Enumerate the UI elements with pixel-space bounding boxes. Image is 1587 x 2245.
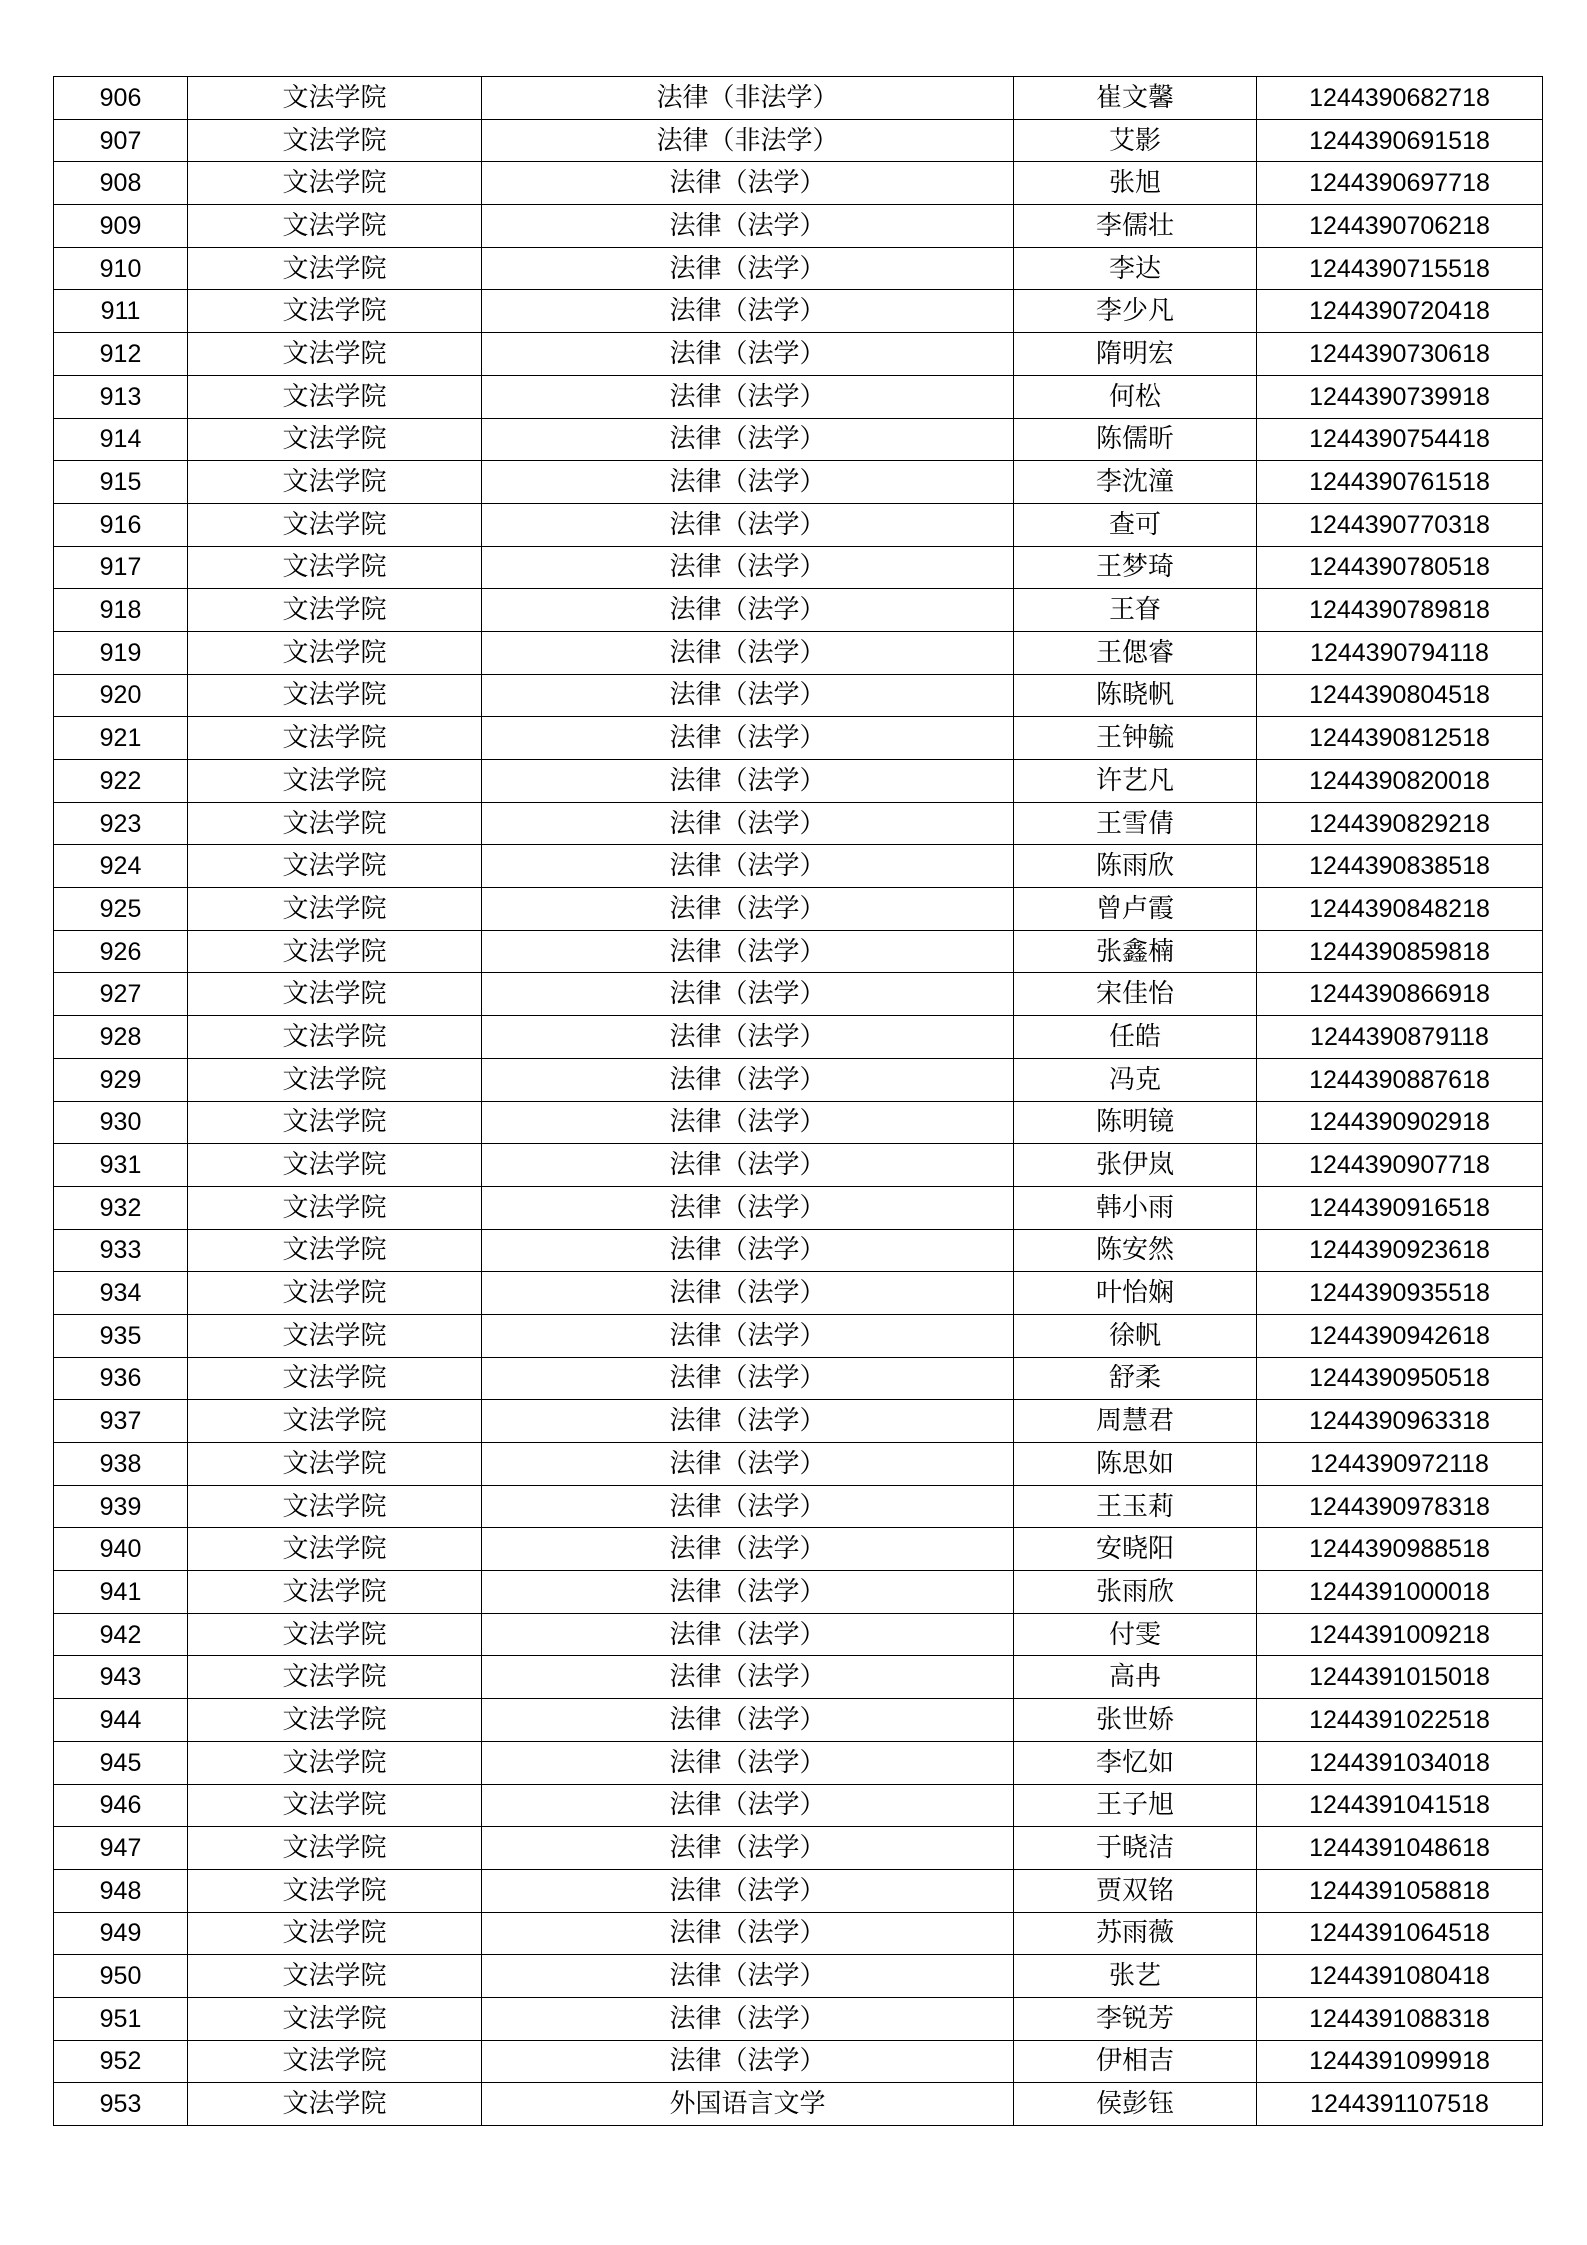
table-row (54, 503, 1543, 546)
student-name-cell: 于晓洁 (1014, 1827, 1257, 1870)
candidate-id-cell: 1244390838518 (1257, 845, 1543, 888)
candidate-id-cell: 1244390754418 (1257, 418, 1543, 461)
student-name-cell: 伊相吉 (1014, 2040, 1257, 2083)
student-name-cell: 叶怡娴 (1014, 1272, 1257, 1315)
candidate-id-cell: 1244390761518 (1257, 461, 1543, 504)
table-row (54, 1997, 1543, 2040)
row-number-cell: 914 (54, 418, 188, 461)
major-cell: 法律（法学） (482, 1656, 1014, 1699)
major-cell: 法律（法学） (482, 888, 1014, 931)
row-number-cell: 948 (54, 1869, 188, 1912)
row-number-cell: 919 (54, 631, 188, 674)
major-cell: 法律（法学） (482, 1784, 1014, 1827)
row-number-cell: 933 (54, 1229, 188, 1272)
candidate-id-cell: 1244390887618 (1257, 1058, 1543, 1101)
student-name-cell: 何松 (1014, 375, 1257, 418)
student-name-cell: 陈晓帆 (1014, 674, 1257, 717)
row-number-cell: 946 (54, 1784, 188, 1827)
row-number-cell: 932 (54, 1186, 188, 1229)
row-number-cell: 949 (54, 1912, 188, 1955)
college-cell: 文法学院 (188, 546, 482, 589)
major-cell: 法律（法学） (482, 2040, 1014, 2083)
candidate-id-cell: 1244390859818 (1257, 930, 1543, 973)
major-cell: 法律（法学） (482, 930, 1014, 973)
table-row (54, 1699, 1543, 1742)
table-row (54, 2040, 1543, 2083)
candidate-id-cell: 1244391058818 (1257, 1869, 1543, 1912)
major-cell: 法律（法学） (482, 1186, 1014, 1229)
candidate-id-cell: 1244391088318 (1257, 1997, 1543, 2040)
row-number-cell: 936 (54, 1357, 188, 1400)
candidate-id-cell: 1244390682718 (1257, 77, 1543, 120)
row-number-cell: 921 (54, 717, 188, 760)
college-cell: 文法学院 (188, 77, 482, 120)
major-cell: 法律（法学） (482, 631, 1014, 674)
major-cell: 法律（法学） (482, 1613, 1014, 1656)
major-cell: 法律（法学） (482, 845, 1014, 888)
candidate-id-cell: 1244391099918 (1257, 2040, 1543, 2083)
row-number-cell: 918 (54, 589, 188, 632)
college-cell: 文法学院 (188, 503, 482, 546)
row-number-cell: 952 (54, 2040, 188, 2083)
college-cell: 文法学院 (188, 760, 482, 803)
candidate-id-cell: 1244390916518 (1257, 1186, 1543, 1229)
student-name-cell: 曾卢霞 (1014, 888, 1257, 931)
major-cell: 法律（法学） (482, 1272, 1014, 1315)
candidate-id-cell: 1244390697718 (1257, 162, 1543, 205)
student-list-table (53, 76, 1543, 2126)
major-cell: 法律（法学） (482, 1955, 1014, 1998)
candidate-id-cell: 1244390739918 (1257, 375, 1543, 418)
student-name-cell: 王钟毓 (1014, 717, 1257, 760)
row-number-cell: 951 (54, 1997, 188, 2040)
document-page (53, 76, 1542, 2126)
table-row (54, 1741, 1543, 1784)
row-number-cell: 920 (54, 674, 188, 717)
college-cell: 文法学院 (188, 930, 482, 973)
table-row (54, 1016, 1543, 1059)
table-row (54, 1528, 1543, 1571)
table-body (54, 77, 1543, 2126)
student-name-cell: 艾影 (1014, 119, 1257, 162)
candidate-id-cell: 1244390963318 (1257, 1400, 1543, 1443)
row-number-cell: 924 (54, 845, 188, 888)
row-number-cell: 922 (54, 760, 188, 803)
student-name-cell: 李少凡 (1014, 290, 1257, 333)
student-name-cell: 高冉 (1014, 1656, 1257, 1699)
college-cell: 文法学院 (188, 418, 482, 461)
table-row (54, 1272, 1543, 1315)
student-name-cell: 张鑫楠 (1014, 930, 1257, 973)
major-cell: 法律（法学） (482, 1101, 1014, 1144)
major-cell: 法律（法学） (482, 717, 1014, 760)
table-row (54, 1400, 1543, 1443)
major-cell: 法律（法学） (482, 290, 1014, 333)
major-cell: 法律（法学） (482, 973, 1014, 1016)
table-row (54, 1571, 1543, 1614)
college-cell: 文法学院 (188, 1955, 482, 1998)
college-cell: 文法学院 (188, 1058, 482, 1101)
candidate-id-cell: 1244391022518 (1257, 1699, 1543, 1742)
major-cell: 法律（法学） (482, 1571, 1014, 1614)
college-cell: 文法学院 (188, 1869, 482, 1912)
major-cell: 法律（法学） (482, 1699, 1014, 1742)
row-number-cell: 917 (54, 546, 188, 589)
major-cell: 法律（法学） (482, 1869, 1014, 1912)
candidate-id-cell: 1244390715518 (1257, 247, 1543, 290)
candidate-id-cell: 1244390820018 (1257, 760, 1543, 803)
student-name-cell: 任皓 (1014, 1016, 1257, 1059)
college-cell: 文法学院 (188, 802, 482, 845)
college-cell: 文法学院 (188, 290, 482, 333)
table-row (54, 631, 1543, 674)
college-cell: 文法学院 (188, 589, 482, 632)
table-row (54, 1955, 1543, 1998)
candidate-id-cell: 1244390730618 (1257, 333, 1543, 376)
candidate-id-cell: 1244390972118 (1257, 1443, 1543, 1486)
college-cell: 文法学院 (188, 674, 482, 717)
candidate-id-cell: 1244390848218 (1257, 888, 1543, 931)
student-name-cell: 李锐芳 (1014, 1997, 1257, 2040)
candidate-id-cell: 1244391048618 (1257, 1827, 1543, 1870)
student-name-cell: 王眘 (1014, 589, 1257, 632)
major-cell: 法律（法学） (482, 760, 1014, 803)
college-cell: 文法学院 (188, 162, 482, 205)
row-number-cell: 950 (54, 1955, 188, 1998)
student-name-cell: 王子旭 (1014, 1784, 1257, 1827)
major-cell: 法律（法学） (482, 1314, 1014, 1357)
college-cell: 文法学院 (188, 1997, 482, 2040)
major-cell: 法律（法学） (482, 1229, 1014, 1272)
college-cell: 文法学院 (188, 119, 482, 162)
candidate-id-cell: 1244390988518 (1257, 1528, 1543, 1571)
student-name-cell: 张雨欣 (1014, 1571, 1257, 1614)
row-number-cell: 909 (54, 205, 188, 248)
candidate-id-cell: 1244390923618 (1257, 1229, 1543, 1272)
college-cell: 文法学院 (188, 1784, 482, 1827)
college-cell: 文法学院 (188, 461, 482, 504)
college-cell: 文法学院 (188, 845, 482, 888)
major-cell: 法律（法学） (482, 162, 1014, 205)
table-row (54, 205, 1543, 248)
row-number-cell: 941 (54, 1571, 188, 1614)
table-row (54, 1186, 1543, 1229)
student-name-cell: 李达 (1014, 247, 1257, 290)
candidate-id-cell: 1244390902918 (1257, 1101, 1543, 1144)
table-row (54, 290, 1543, 333)
major-cell: 法律（非法学） (482, 119, 1014, 162)
row-number-cell: 915 (54, 461, 188, 504)
table-row (54, 418, 1543, 461)
student-name-cell: 周慧君 (1014, 1400, 1257, 1443)
candidate-id-cell: 1244390691518 (1257, 119, 1543, 162)
candidate-id-cell: 1244390829218 (1257, 802, 1543, 845)
major-cell: 法律（非法学） (482, 77, 1014, 120)
college-cell: 文法学院 (188, 1912, 482, 1955)
college-cell: 文法学院 (188, 631, 482, 674)
major-cell: 法律（法学） (482, 1357, 1014, 1400)
college-cell: 文法学院 (188, 1016, 482, 1059)
row-number-cell: 910 (54, 247, 188, 290)
student-name-cell: 张艺 (1014, 1955, 1257, 1998)
table-row (54, 333, 1543, 376)
row-number-cell: 942 (54, 1613, 188, 1656)
table-row (54, 1656, 1543, 1699)
student-name-cell: 陈思如 (1014, 1443, 1257, 1486)
major-cell: 法律（法学） (482, 503, 1014, 546)
major-cell: 法律（法学） (482, 674, 1014, 717)
college-cell: 文法学院 (188, 1314, 482, 1357)
major-cell: 法律（法学） (482, 1058, 1014, 1101)
student-name-cell: 冯克 (1014, 1058, 1257, 1101)
row-number-cell: 926 (54, 930, 188, 973)
table-row (54, 1144, 1543, 1187)
college-cell: 文法学院 (188, 1229, 482, 1272)
table-row (54, 546, 1543, 589)
row-number-cell: 928 (54, 1016, 188, 1059)
table-row (54, 930, 1543, 973)
college-cell: 文法学院 (188, 1144, 482, 1187)
college-cell: 文法学院 (188, 247, 482, 290)
major-cell: 外国语言文学 (482, 2083, 1014, 2126)
major-cell: 法律（法学） (482, 802, 1014, 845)
table-row (54, 760, 1543, 803)
student-name-cell: 贾双铭 (1014, 1869, 1257, 1912)
table-row (54, 1229, 1543, 1272)
college-cell: 文法学院 (188, 717, 482, 760)
major-cell: 法律（法学） (482, 418, 1014, 461)
row-number-cell: 911 (54, 290, 188, 333)
major-cell: 法律（法学） (482, 546, 1014, 589)
row-number-cell: 906 (54, 77, 188, 120)
student-name-cell: 李儒壮 (1014, 205, 1257, 248)
college-cell: 文法学院 (188, 1741, 482, 1784)
college-cell: 文法学院 (188, 205, 482, 248)
student-name-cell: 张世娇 (1014, 1699, 1257, 1742)
candidate-id-cell: 1244390780518 (1257, 546, 1543, 589)
row-number-cell: 937 (54, 1400, 188, 1443)
table-row (54, 1912, 1543, 1955)
student-name-cell: 安晓阳 (1014, 1528, 1257, 1571)
candidate-id-cell: 1244390879118 (1257, 1016, 1543, 1059)
student-name-cell: 崔文馨 (1014, 77, 1257, 120)
student-name-cell: 王梦琦 (1014, 546, 1257, 589)
college-cell: 文法学院 (188, 1571, 482, 1614)
row-number-cell: 939 (54, 1485, 188, 1528)
candidate-id-cell: 1244390866918 (1257, 973, 1543, 1016)
major-cell: 法律（法学） (482, 375, 1014, 418)
major-cell: 法律（法学） (482, 461, 1014, 504)
major-cell: 法律（法学） (482, 1400, 1014, 1443)
student-name-cell: 苏雨薇 (1014, 1912, 1257, 1955)
major-cell: 法律（法学） (482, 1485, 1014, 1528)
row-number-cell: 930 (54, 1101, 188, 1144)
college-cell: 文法学院 (188, 1272, 482, 1315)
candidate-id-cell: 1244390907718 (1257, 1144, 1543, 1187)
table-row (54, 1485, 1543, 1528)
row-number-cell: 908 (54, 162, 188, 205)
college-cell: 文法学院 (188, 1443, 482, 1486)
candidate-id-cell: 1244390720418 (1257, 290, 1543, 333)
candidate-id-cell: 1244391000018 (1257, 1571, 1543, 1614)
major-cell: 法律（法学） (482, 205, 1014, 248)
major-cell: 法律（法学） (482, 1912, 1014, 1955)
major-cell: 法律（法学） (482, 1741, 1014, 1784)
row-number-cell: 929 (54, 1058, 188, 1101)
candidate-id-cell: 1244391041518 (1257, 1784, 1543, 1827)
candidate-id-cell: 1244390942618 (1257, 1314, 1543, 1357)
college-cell: 文法学院 (188, 1827, 482, 1870)
candidate-id-cell: 1244390804518 (1257, 674, 1543, 717)
college-cell: 文法学院 (188, 888, 482, 931)
table-row (54, 845, 1543, 888)
table-row (54, 1314, 1543, 1357)
candidate-id-cell: 1244390706218 (1257, 205, 1543, 248)
table-row (54, 1443, 1543, 1486)
table-row (54, 1827, 1543, 1870)
candidate-id-cell: 1244391034018 (1257, 1741, 1543, 1784)
student-name-cell: 韩小雨 (1014, 1186, 1257, 1229)
student-name-cell: 宋佳怡 (1014, 973, 1257, 1016)
student-name-cell: 张旭 (1014, 162, 1257, 205)
row-number-cell: 923 (54, 802, 188, 845)
row-number-cell: 938 (54, 1443, 188, 1486)
table-row (54, 1101, 1543, 1144)
row-number-cell: 947 (54, 1827, 188, 1870)
college-cell: 文法学院 (188, 1186, 482, 1229)
table-row (54, 1613, 1543, 1656)
candidate-id-cell: 1244391009218 (1257, 1613, 1543, 1656)
candidate-id-cell: 1244390794118 (1257, 631, 1543, 674)
college-cell: 文法学院 (188, 973, 482, 1016)
candidate-id-cell: 1244391080418 (1257, 1955, 1543, 1998)
major-cell: 法律（法学） (482, 247, 1014, 290)
table-row (54, 888, 1543, 931)
student-name-cell: 舒柔 (1014, 1357, 1257, 1400)
student-name-cell: 陈雨欣 (1014, 845, 1257, 888)
row-number-cell: 925 (54, 888, 188, 931)
candidate-id-cell: 1244391015018 (1257, 1656, 1543, 1699)
student-name-cell: 付雯 (1014, 1613, 1257, 1656)
college-cell: 文法学院 (188, 1699, 482, 1742)
student-name-cell: 侯彭钰 (1014, 2083, 1257, 2126)
table-row (54, 247, 1543, 290)
student-name-cell: 隋明宏 (1014, 333, 1257, 376)
candidate-id-cell: 1244390770318 (1257, 503, 1543, 546)
table-row (54, 973, 1543, 1016)
table-row (54, 1357, 1543, 1400)
college-cell: 文法学院 (188, 1485, 482, 1528)
candidate-id-cell: 1244391064518 (1257, 1912, 1543, 1955)
major-cell: 法律（法学） (482, 589, 1014, 632)
college-cell: 文法学院 (188, 1656, 482, 1699)
row-number-cell: 931 (54, 1144, 188, 1187)
row-number-cell: 940 (54, 1528, 188, 1571)
college-cell: 文法学院 (188, 1357, 482, 1400)
student-name-cell: 查可 (1014, 503, 1257, 546)
college-cell: 文法学院 (188, 1528, 482, 1571)
college-cell: 文法学院 (188, 1101, 482, 1144)
table-row (54, 717, 1543, 760)
row-number-cell: 945 (54, 1741, 188, 1784)
student-name-cell: 陈安然 (1014, 1229, 1257, 1272)
major-cell: 法律（法学） (482, 1827, 1014, 1870)
table-row (54, 589, 1543, 632)
student-name-cell: 王偲睿 (1014, 631, 1257, 674)
college-cell: 文法学院 (188, 375, 482, 418)
table-row (54, 2083, 1543, 2126)
table-row (54, 802, 1543, 845)
college-cell: 文法学院 (188, 333, 482, 376)
student-name-cell: 张伊岚 (1014, 1144, 1257, 1187)
table-row (54, 162, 1543, 205)
major-cell: 法律（法学） (482, 1016, 1014, 1059)
major-cell: 法律（法学） (482, 333, 1014, 376)
row-number-cell: 927 (54, 973, 188, 1016)
table-row (54, 1058, 1543, 1101)
table-row (54, 674, 1543, 717)
major-cell: 法律（法学） (482, 1528, 1014, 1571)
table-row (54, 119, 1543, 162)
row-number-cell: 907 (54, 119, 188, 162)
table-row (54, 77, 1543, 120)
student-name-cell: 李忆如 (1014, 1741, 1257, 1784)
table-row (54, 1784, 1543, 1827)
row-number-cell: 912 (54, 333, 188, 376)
table-row (54, 461, 1543, 504)
college-cell: 文法学院 (188, 1613, 482, 1656)
candidate-id-cell: 1244390789818 (1257, 589, 1543, 632)
table-row (54, 1869, 1543, 1912)
candidate-id-cell: 1244390950518 (1257, 1357, 1543, 1400)
student-name-cell: 许艺凡 (1014, 760, 1257, 803)
major-cell: 法律（法学） (482, 1997, 1014, 2040)
college-cell: 文法学院 (188, 1400, 482, 1443)
row-number-cell: 916 (54, 503, 188, 546)
candidate-id-cell: 1244391107518 (1257, 2083, 1543, 2126)
major-cell: 法律（法学） (482, 1144, 1014, 1187)
student-name-cell: 王雪倩 (1014, 802, 1257, 845)
student-name-cell: 陈儒昕 (1014, 418, 1257, 461)
row-number-cell: 935 (54, 1314, 188, 1357)
candidate-id-cell: 1244390935518 (1257, 1272, 1543, 1315)
row-number-cell: 953 (54, 2083, 188, 2126)
student-name-cell: 李沈潼 (1014, 461, 1257, 504)
student-name-cell: 王玉莉 (1014, 1485, 1257, 1528)
college-cell: 文法学院 (188, 2040, 482, 2083)
student-name-cell: 陈明镜 (1014, 1101, 1257, 1144)
candidate-id-cell: 1244390812518 (1257, 717, 1543, 760)
major-cell: 法律（法学） (482, 1443, 1014, 1486)
row-number-cell: 913 (54, 375, 188, 418)
row-number-cell: 943 (54, 1656, 188, 1699)
row-number-cell: 934 (54, 1272, 188, 1315)
row-number-cell: 944 (54, 1699, 188, 1742)
college-cell: 文法学院 (188, 2083, 482, 2126)
table-row (54, 375, 1543, 418)
candidate-id-cell: 1244390978318 (1257, 1485, 1543, 1528)
student-name-cell: 徐帆 (1014, 1314, 1257, 1357)
